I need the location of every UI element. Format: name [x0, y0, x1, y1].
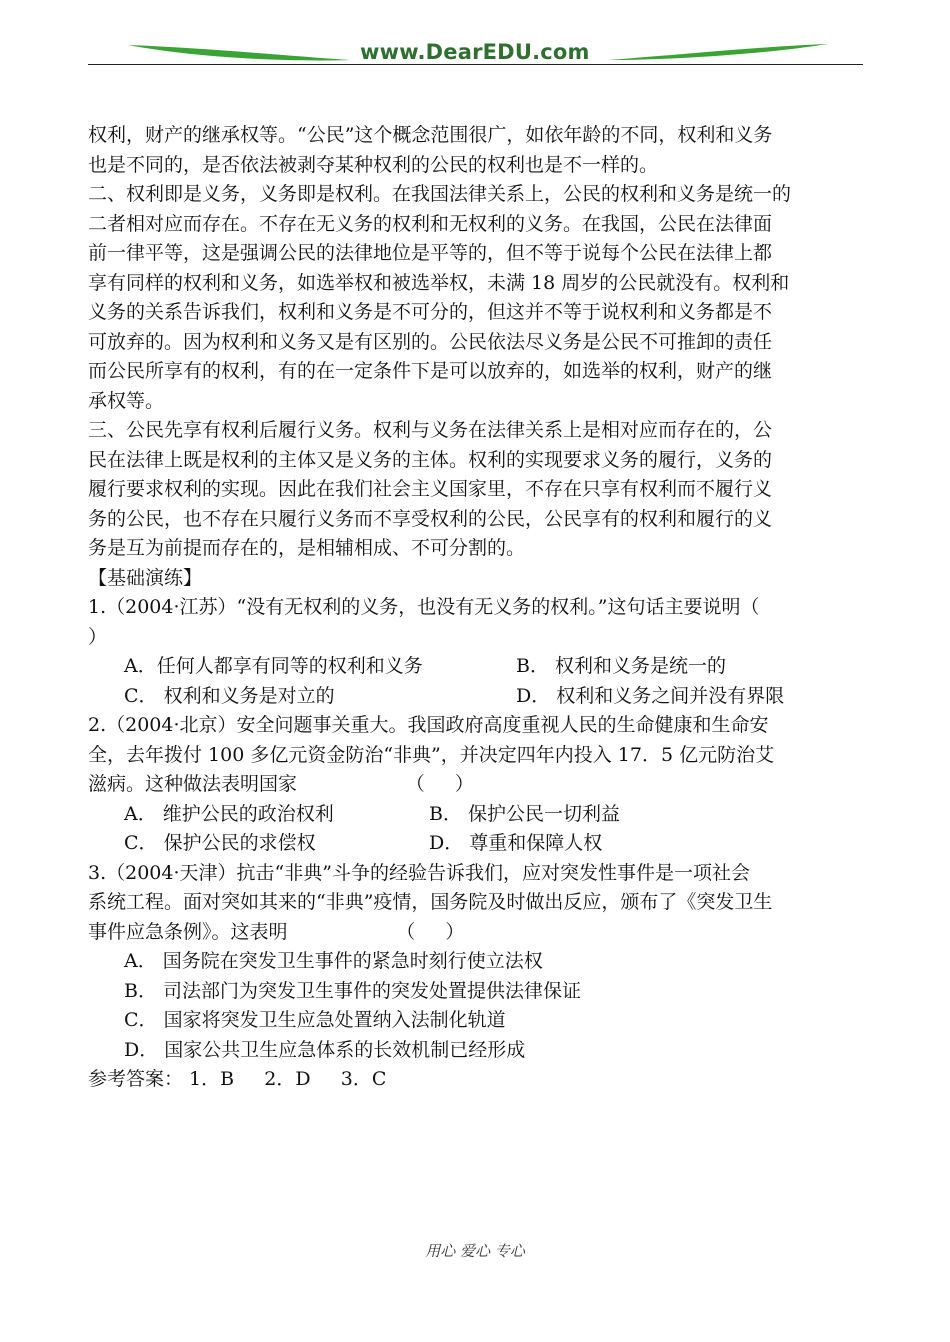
question-2-options-row — [88, 829, 868, 859]
question-3-option-d: D． 国家公共卫生应急体系的长效机制已经形成 — [124, 1038, 526, 1061]
question-1-option-b: B． 权利和义务是统一的 — [516, 655, 727, 677]
question-2-stem: 滋病。这种做法表明国家 （ ） — [88, 773, 474, 795]
paragraph-line: 三、公民先享有权利后履行义务。权利与义务在法律关系上是相对应而存在的，公 — [88, 419, 773, 441]
question-2-option-b: B． 保护公民一切利益 — [429, 802, 621, 825]
site-url: www.DearEDU.com — [360, 40, 590, 64]
question-2-options-row — [88, 800, 868, 830]
question-1-options-row — [88, 652, 868, 682]
paragraph-line: 权利，财产的继承权等。“公民”这个概念范围很广，如依年龄的不同，权利和义务 — [88, 124, 773, 146]
header-divider — [88, 64, 863, 65]
paragraph-line: 承权等。 — [88, 389, 165, 412]
question-1-option-a: A．任何人都享有同等的权利和义务 — [124, 655, 423, 677]
section-title: 【基础演练】 — [88, 566, 203, 589]
question-1-stem: ） — [88, 625, 108, 648]
question-3-stem: 系统工程。面对突如其来的“非典”疫情，国务院及时做出反应，颁布了《突发卫生 — [88, 891, 773, 913]
question-1-stem: 1.（2004·江苏）“没有无权利的义务，也没有无义务的权利。”这句话主要说明（ — [88, 596, 760, 618]
question-1-option-c: C． 权利和义务是对立的 — [124, 684, 335, 707]
question-3-option-c: C． 国家将突发卫生应急处置纳入法制化轨道 — [124, 1009, 506, 1031]
paragraph-line: 务的公民，也不存在只履行义务而不享受权利的公民，公民享有的权利和履行的义 — [88, 507, 773, 530]
document-body — [88, 121, 868, 1095]
question-3-stem: 事件应急条例》。这表明 （ ） — [88, 920, 465, 943]
paragraph-line: 务是互为前提而存在的，是相辅相成、不可分割的。 — [88, 537, 526, 559]
question-1-option-d: D． 权利和义务之间并没有界限 — [516, 684, 785, 707]
question-3-option-b: B． 司法部门为突发卫生事件的突发处置提供法律保证 — [124, 979, 582, 1002]
page-footer: 用心 爱心 专心 — [425, 1242, 525, 1260]
paragraph-line: 也是不同的，是否依法被剥夺某种权利的公民的权利也是不一样的。 — [88, 153, 659, 176]
paragraph-line: 享有同样的权利和义务，如选举权和被选举权，未满 18 周岁的公民就没有。权利和 — [88, 271, 790, 294]
question-2-option-d: D． 尊重和保障人权 — [429, 832, 603, 854]
question-1-options-row — [88, 682, 868, 712]
question-2-option-c: C． 保护公民的求偿权 — [124, 832, 316, 854]
question-2-stem: 2.（2004·北京）安全问题事关重大。我国政府高度重视人民的生命健康和生命安 — [88, 714, 769, 736]
paragraph-line: 义务的关系告诉我们，权利和义务是不可分的，但这并不等于说权利和义务都是不 — [88, 301, 773, 323]
question-2-option-a: A． 维护公民的政治权利 — [124, 802, 334, 825]
question-3-stem: 3.（2004·天津）抗击“非典”斗争的经验告诉我们，应对突发性事件是一项社会 — [88, 861, 750, 884]
paragraph-line: 可放弃的。因为权利和义务又是有区别的。公民依法尽义务是公民不可推卸的责任 — [88, 330, 773, 353]
paragraph-line: 民在法律上既是权利的主体又是义务的主体。权利的实现要求义务的履行，义务的 — [88, 448, 773, 471]
paragraph-line: 前一律平等，这是强调公民的法律地位是平等的，但不等于说每个公民在法律上都 — [88, 242, 773, 264]
question-3-option-a: A． 国务院在突发卫生事件的紧急时刻行使立法权 — [124, 950, 543, 972]
question-2-stem: 全，去年拨付 100 多亿元资金防治“非典”，并决定四年内投入 17．5 亿元防治艾 — [88, 743, 775, 766]
site-header — [88, 38, 863, 70]
paragraph-line: 而公民所享有的权利，有的在一定条件下是可以放弃的，如选举的权利，财产的继 — [88, 360, 773, 382]
paragraph-line: 履行要求权利的实现。因此在我们社会主义国家里，不存在只享有权利而不履行义 — [88, 478, 773, 500]
paragraph-line: 二者相对应而存在。不存在无义务的权利和无权利的义务。在我国，公民在法律面 — [88, 212, 773, 235]
paragraph-line: 二、权利即是义务，义务即是权利。在我国法律关系上，公民的权利和义务是统一的 — [88, 183, 792, 205]
answer-key: 参考答案： 1．B 2．D 3．C — [88, 1068, 387, 1090]
